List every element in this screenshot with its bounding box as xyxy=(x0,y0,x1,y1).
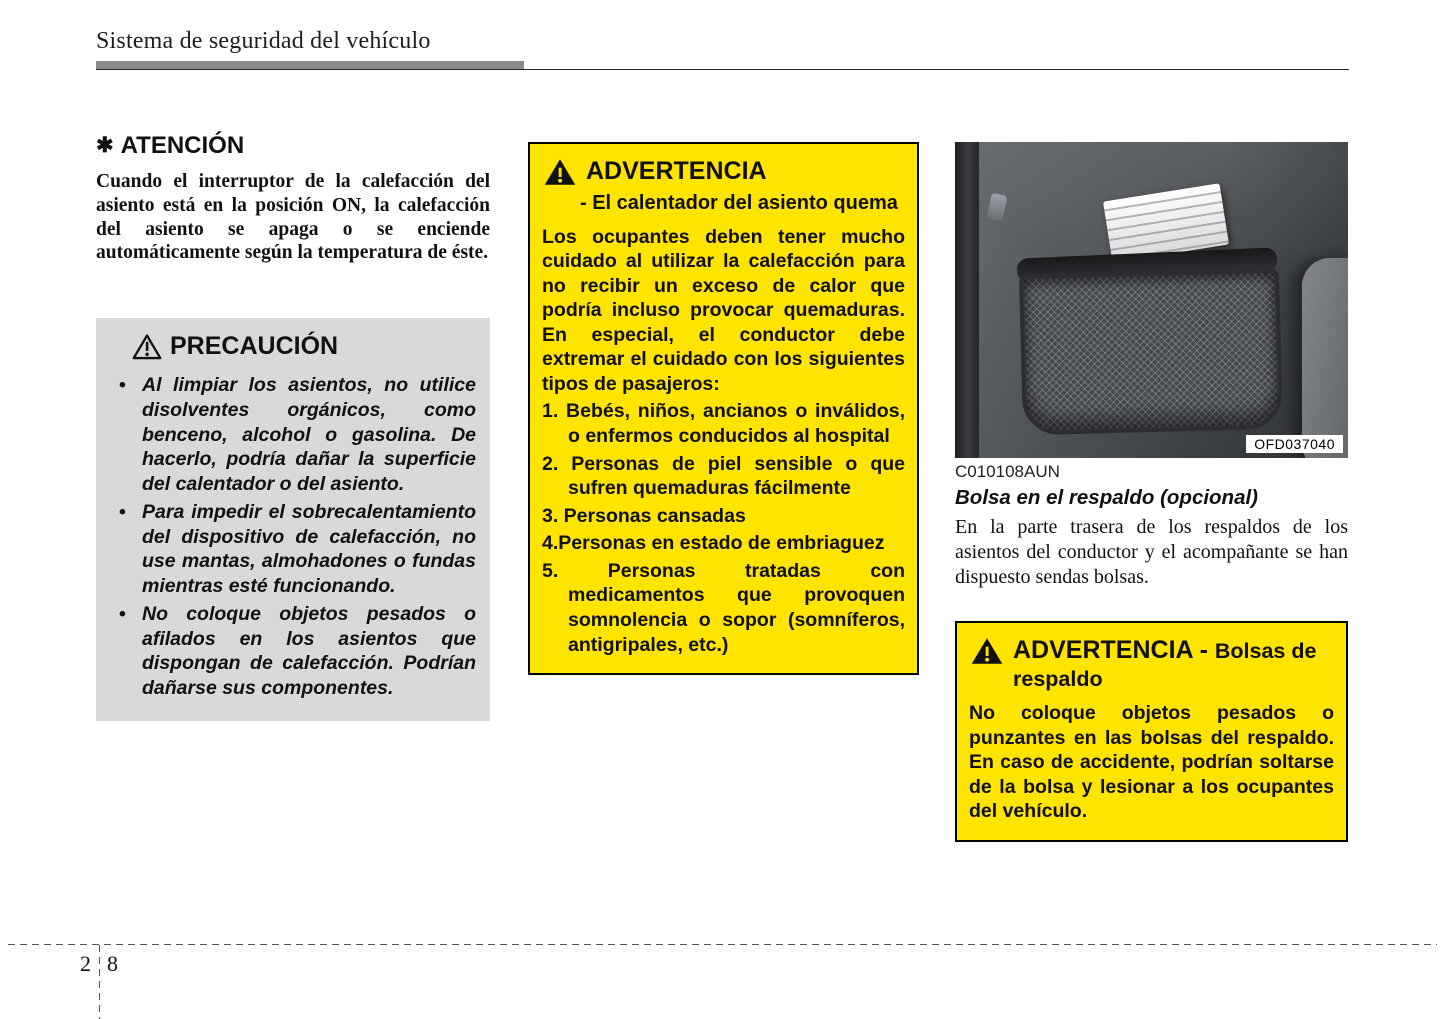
bolsa-body: En la parte trasera de los respaldos de los asientos del conductor y el acompañante se han dispuesto sendas bolsas. xyxy=(955,516,1348,588)
coat-hook xyxy=(986,193,1007,222)
footer-dashed-line xyxy=(8,944,1437,946)
seat-pocket-photo xyxy=(955,142,1348,458)
atencion-title: ATENCIÓN xyxy=(120,132,245,159)
precaucion-list xyxy=(110,373,476,701)
precaucion-title: PRECAUCIÓN xyxy=(170,332,339,360)
advertencia-heading xyxy=(542,158,905,186)
photo-code: C010108AUN xyxy=(955,462,1060,481)
precaucion-heading xyxy=(110,332,476,361)
title-rule-line xyxy=(96,69,1349,70)
advertencia-body: Los ocupantes deben tener mucho cuidado al utilizar la calefacción para no recibir un exceso de calor que podría incluso provocar quemaduras. En especial, el conductor debe extremar el cuidado con los siguientes tipos de pasajeros: xyxy=(542,225,905,395)
advertencia-list-item: 4.Personas en estado de embriaguez xyxy=(542,532,885,555)
advertencia-bolsas-title: ADVERTENCIA - xyxy=(1013,636,1208,664)
precaucion-item: • No coloque objetos pesados o afilados en los asientos que dispongan de calefacción. Podrían dañarse sus componentes. xyxy=(110,602,476,701)
adjacent-seat xyxy=(1302,258,1348,458)
bolsa-heading: Bolsa en el respaldo (opcional) xyxy=(955,486,1259,509)
advertencia-bolsas-box xyxy=(955,621,1348,842)
warning-triangle-icon xyxy=(544,158,576,186)
advertencia-bolsas-heading xyxy=(969,637,1334,692)
warning-triangle-outline-icon xyxy=(132,333,162,360)
atencion-heading xyxy=(96,132,490,160)
advertencia-title: ADVERTENCIA xyxy=(586,157,767,185)
pocket-mesh xyxy=(1019,269,1283,436)
advertencia-bolsas-body: No coloque objetos pesados o punzantes en las bolsas del respaldo. En caso de accidente, podrían soltarse de la bolsa y lesionar a los ocupantes del vehículo. xyxy=(969,702,1334,823)
warning-triangle-icon xyxy=(971,637,1003,665)
advertencia-bolsas-subtitle: Bolsas de respaldo xyxy=(1013,639,1317,691)
advertencia-subtitle: - El calentador del asiento quema xyxy=(580,191,898,214)
advertencia-calentador-box xyxy=(528,142,919,675)
page-number-page: 8 xyxy=(107,951,118,976)
atencion-body: Cuando el interruptor de la calefacción del asiento está en la posición ON, la calefacción del asiento se apaga o se enciende automáticamente según la temperatura de éste. xyxy=(96,171,490,264)
precaucion-item: • Para impedir el sobrecalentamiento del dispositivo de calefacción, no use mantas, almohadones o fundas mientras esté funcionando. xyxy=(110,500,476,599)
precaucion-item: • Al limpiar los asientos, no utilice disolventes orgánicos, como benceno, alcohol o gasolina. De hacerlo, podría dañar la superficie del calentador o del asiento. xyxy=(110,373,476,497)
advertencia-list-item: 1. Bebés, niños, ancianos o inválidos, o enfermos conducidos al hospital xyxy=(542,400,905,447)
precaucion-box xyxy=(96,318,490,721)
page-number-chapter: 2 xyxy=(80,951,91,976)
page-title: Sistema de seguridad del vehículo xyxy=(96,28,431,54)
advertencia-list-item: 2. Personas de piel sensible o que sufren quemaduras fácilmente xyxy=(542,452,905,500)
footer-vertical-dashed-line xyxy=(99,945,100,1019)
advertencia-list-item: 3. Personas cansadas xyxy=(542,504,746,527)
atencion-section xyxy=(96,132,490,265)
advertencia-list-item: 5. Personas tratadas con medicamentos que provoquen somnolencia o sopor (somníferos, antigripales, etc.) xyxy=(542,559,905,656)
asterisk-icon: ✱ xyxy=(96,134,114,157)
seatbelt-strap xyxy=(955,142,979,458)
photo-label: OFD037040 xyxy=(1246,435,1343,453)
